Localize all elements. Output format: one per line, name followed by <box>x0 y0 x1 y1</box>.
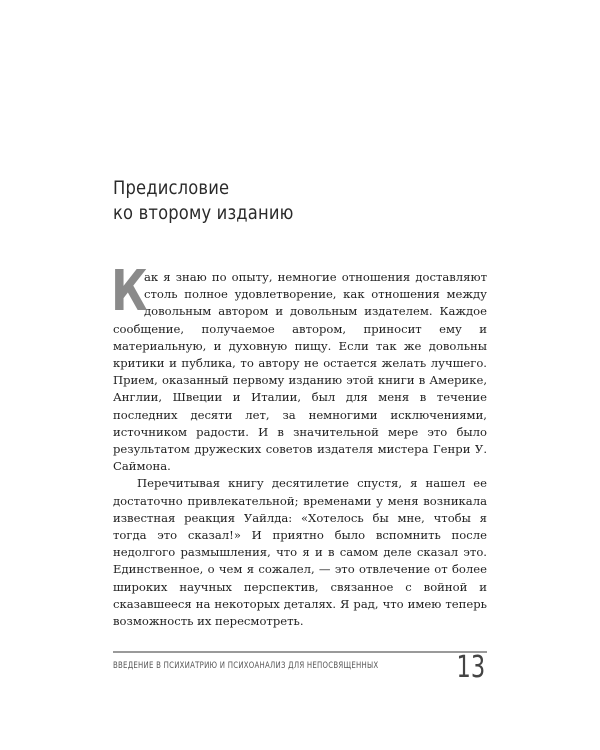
body-text <box>113 243 487 630</box>
chapter-title-line-1: Предисловие <box>113 177 230 199</box>
chapter-title <box>113 176 294 226</box>
footer-divider <box>113 651 487 653</box>
paragraph-2: Перечитывая книгу десятилетие спустя, я нашел ее достаточно привлекательной; временами у меня возникала известная реакция Уайлда: «Хотелось бы мне, чтобы я тогда это сказал!» И приятно было вспомнить после недолгого размышления, что я и в самом деле сказал это. Единственное, о чем я сожалел, — это отвлечение от более широких научных перспектив, связанное с войной и сказавшееся на некоторых деталях. Я рад, что имею теперь возможность их пересмотреть. <box>113 476 487 629</box>
drop-cap-spacer <box>113 243 487 269</box>
page-number: 13 <box>456 650 485 685</box>
paragraph-1: ак я знаю по опыту, немногие отношения доставляют столь полное удовлетворение, как отношения между довольным автором и довольным издателем. Каждое сообщение, получаемое автором, приносит ему и материальную, и духовную пищу. Если так же довольны критики и публика, то автору не остается желать лучшего. Прием, оказанный первому изданию этой книги в Америке, Англии, Швеции и Италии, был для меня в течение последних десяти лет, за немногими исключениями, источником радости. И в значительной мере это было результатом дружеских советов издателя мистера Генри У. Саймона. <box>113 270 487 474</box>
chapter-title-line-2: ко второму изданию <box>113 202 294 224</box>
running-footer-title: ВВЕДЕНИЕ В ПСИХИАТРИЮ И ПСИХОАНАЛИЗ ДЛЯ НЕПОСВЯЩЕННЫХ <box>113 661 379 671</box>
drop-cap: К <box>111 259 148 324</box>
